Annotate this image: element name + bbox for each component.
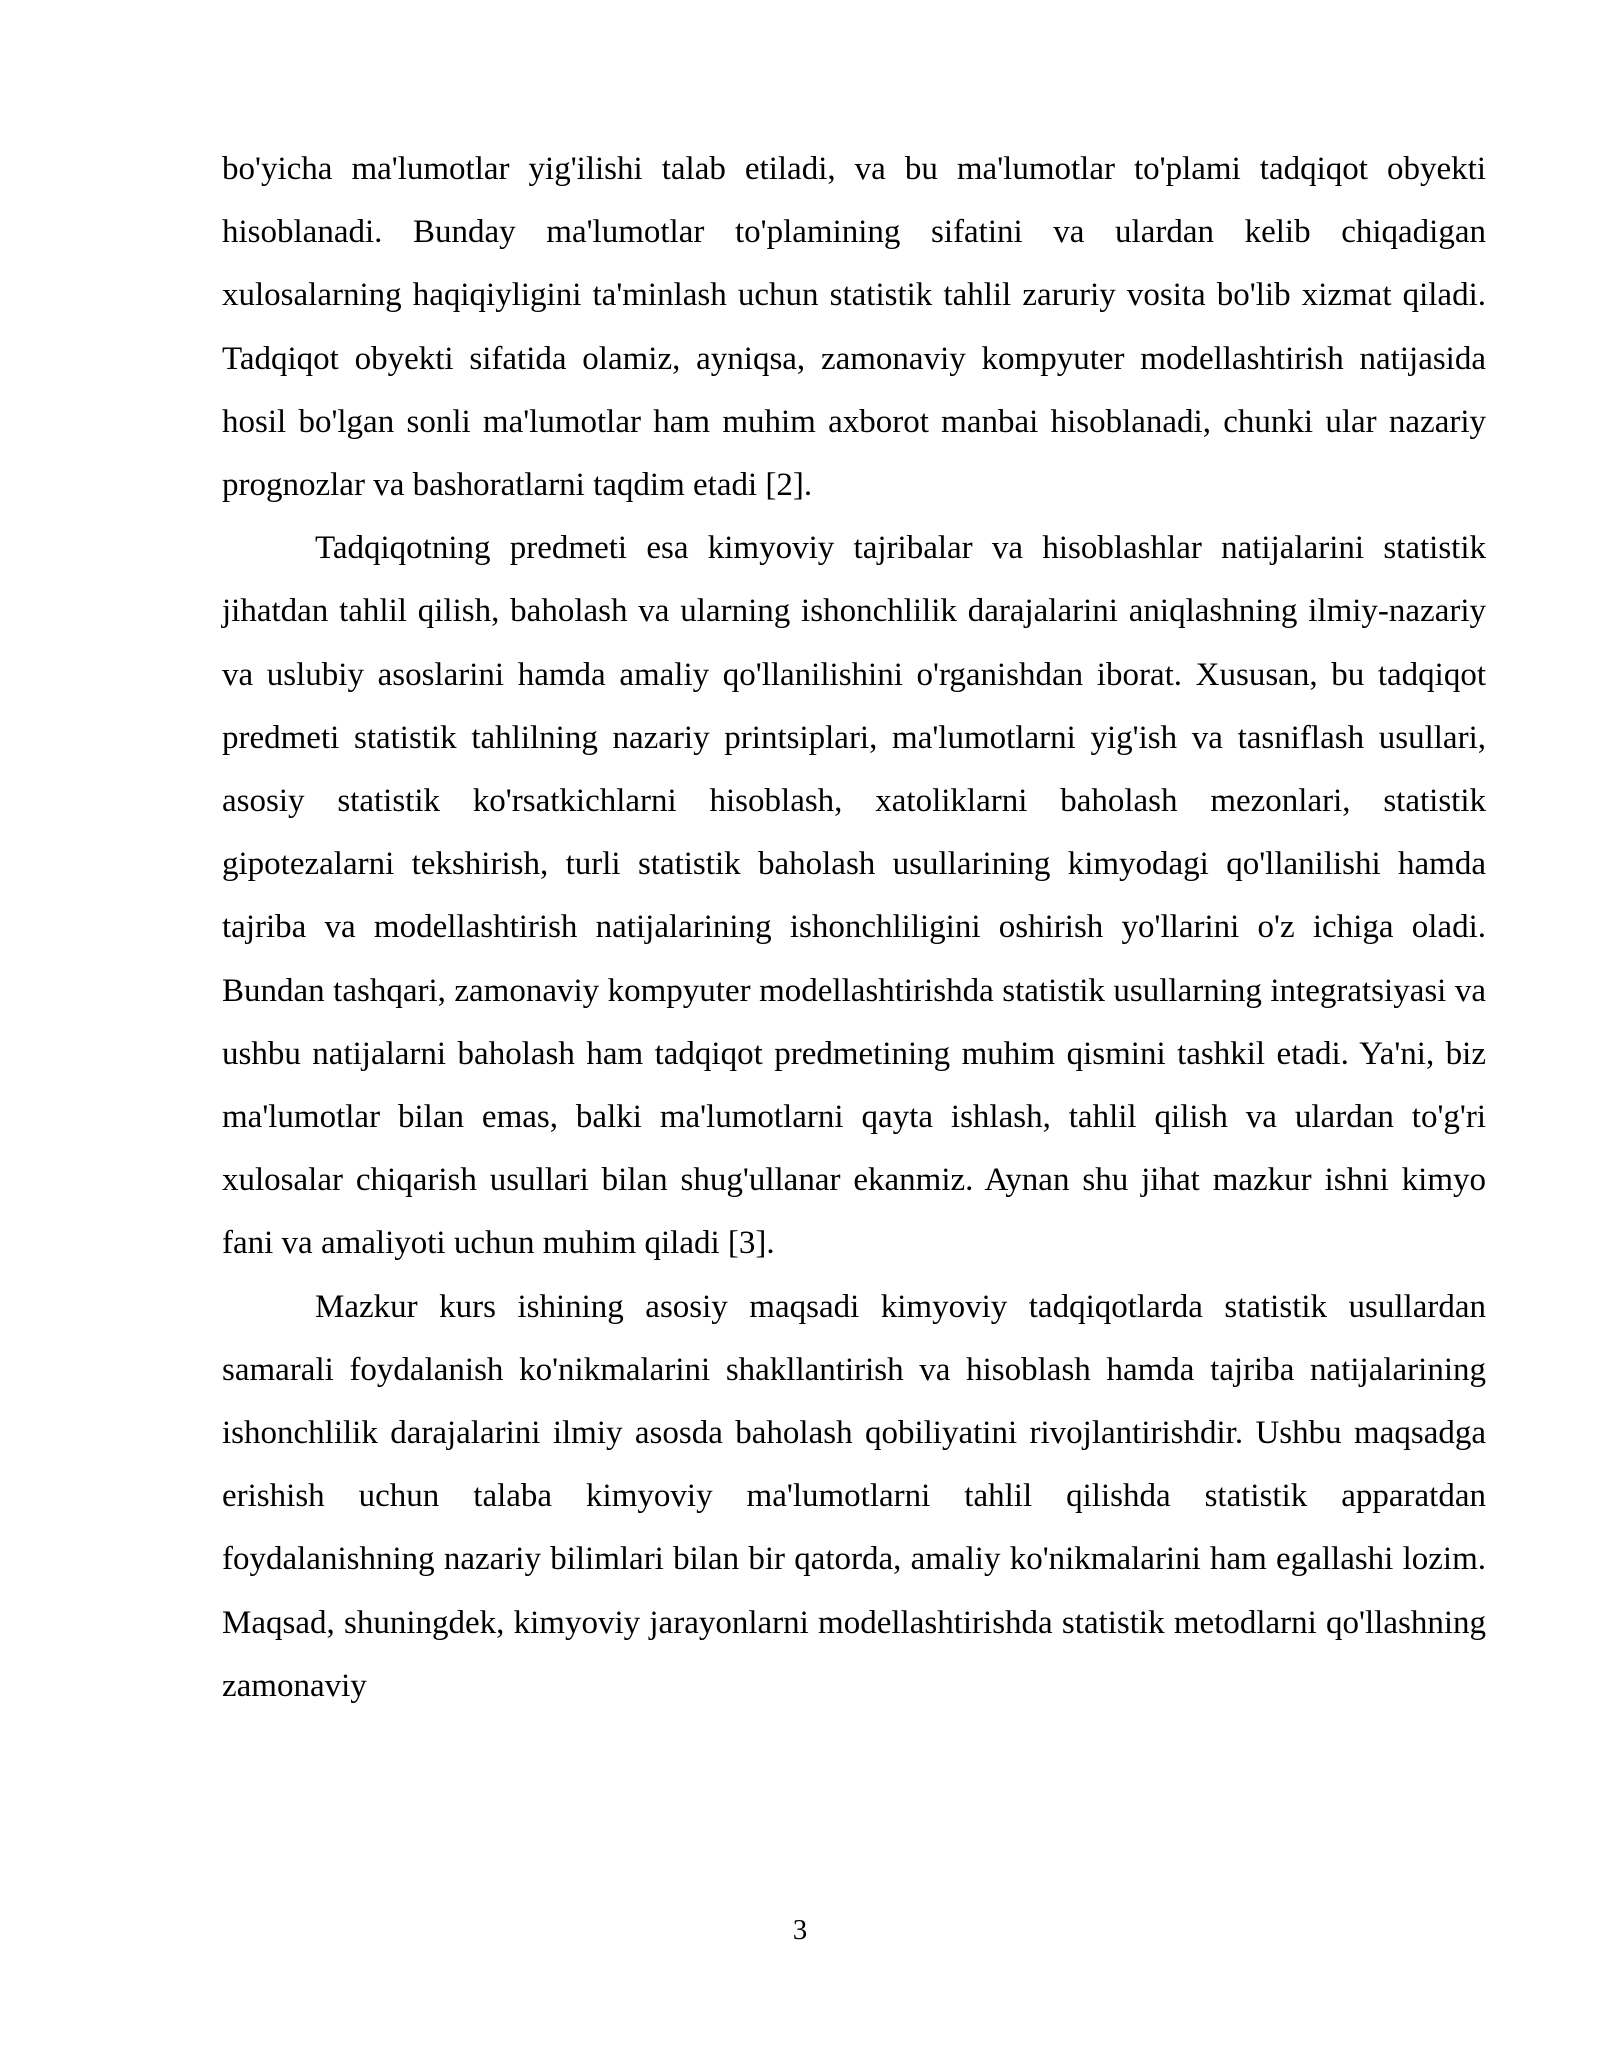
body-text [222, 138, 1486, 1718]
paragraph-research-subject: Tadqiqotning predmeti esa kimyoviy tajribalar va hisoblashlar natijalarini statistik jihatdan tahlil qilish, baholash va ularning ishonchlilik darajalarini aniqlashning ilmiy-nazariy va uslubiy asoslarini hamda amaliy qo'llanilishini o'rganishdan iborat. Xususan, bu tadqiqot predmeti statistik tahlilning nazariy printsiplari, ma'lumotlarni yig'ish va tasniflash usullari, asosiy statistik ko'rsatkichlarni hisoblash, xatoliklarni baholash mezonlari, statistik gipotezalarni tekshirish, turli statistik baholash usullarining kimyodagi qo'llanilishi hamda tajriba va modellashtirish natijalarining ishonchliligini oshirish yo'llarini o'z ichiga oladi. Bundan tashqari, zamonaviy kompyuter modellashtirishda statistik usullarning integratsiyasi va ushbu natijalarni baholash ham tadqiqot predmetining muhim qismini tashkil etadi. Ya'ni, biz ma'lumotlar bilan emas, balki ma'lumotlarni qayta ishlash, tahlil qilish va ulardan to'g'ri xulosalar chiqarish usullari bilan shug'ullanar ekanmiz. Aynan shu jihat mazkur ishni kimyo fani va amaliyoti uchun muhim qiladi [3]. [222, 530, 1486, 1262]
paragraph-course-goal: Mazkur kurs ishining asosiy maqsadi kimyoviy tadqiqotlarda statistik usullardan samarali foydalanish ko'nikmalarini shakllantirish va hisoblash hamda tajriba natijalarining ishonchlilik darajalarini ilmiy asosda baholash qobiliyatini rivojlantirishdir. Ushbu maqsadga erishish uchun talaba kimyoviy ma'lumotlarni tahlil qilishda statistik apparatdan foydalanishning nazariy bilimlari bilan bir qatorda, amaliy ko'nikmalarini ham egallashi lozim. Maqsad, shuningdek, kimyoviy jarayonlarni modellashtirishda statistik metodlarni qo'llashning zamonaviy [222, 1288, 1486, 1704]
paragraph-continuation: bo'yicha ma'lumotlar yig'ilishi talab etiladi, va bu ma'lumotlar to'plami tadqiqot obyekti hisoblanadi. Bunday ma'lumotlar to'plamining sifatini va ulardan kelib chiqadigan xulosalarning haqiqiyligini ta'minlash uchun statistik tahlil zaruriy vosita bo'lib xizmat qiladi. Tadqiqot obyekti sifatida olamiz, ayniqsa, zamonaviy kompyuter modellashtirish natijasida hosil bo'lgan sonli ma'lumotlar ham muhim axborot manbai hisoblanadi, chunki ular nazariy prognozlar va bashoratlarni taqdim etadi [2]. [222, 151, 1486, 504]
page-number: 3 [792, 1914, 808, 1946]
